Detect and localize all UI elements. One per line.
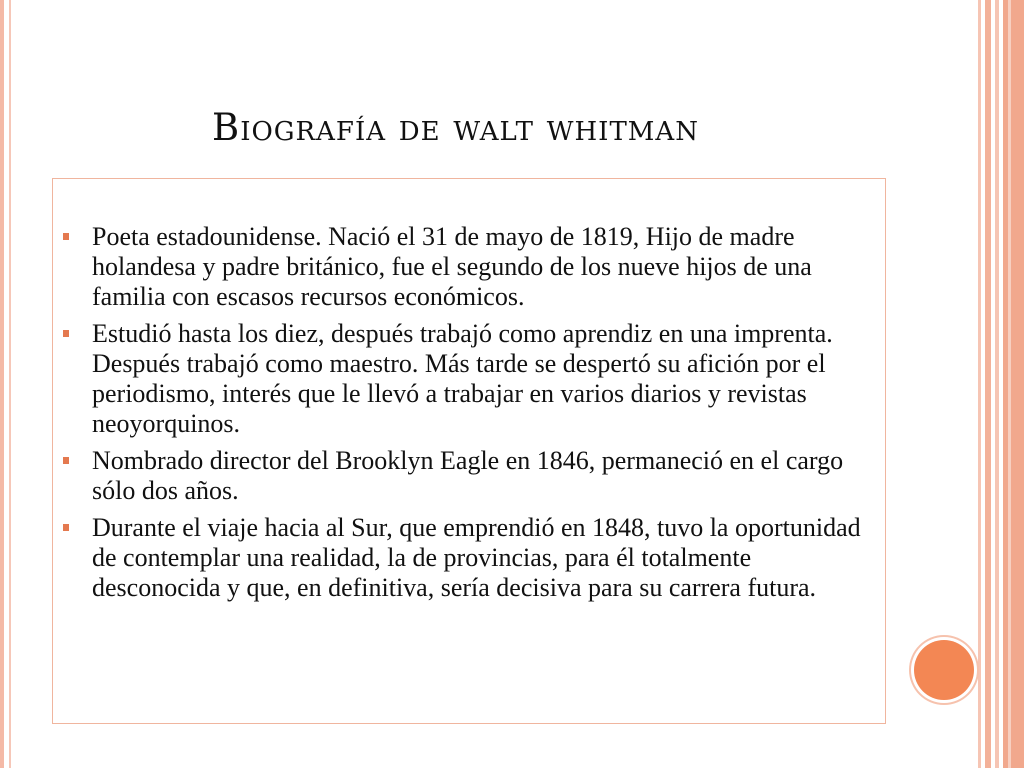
square-bullet-icon xyxy=(63,524,69,531)
right-border-stripe xyxy=(995,0,999,768)
bullet-item xyxy=(62,513,872,603)
right-border-stripe xyxy=(978,0,981,768)
left-border-line xyxy=(0,0,4,768)
square-bullet-icon xyxy=(63,330,69,337)
bullet-list xyxy=(62,222,872,610)
right-border-band xyxy=(1003,0,1024,768)
bullet-text: Durante el viaje hacia al Sur, que emprendió en 1848, tuvo la oportunidad de contemplar una realidad, la de provincias, para él totalmente desconocida y que, en definitiva, sería decisiva para su carrera futura. xyxy=(92,513,861,602)
slide-title: Biografía de walt whitman xyxy=(212,106,699,149)
right-border-stripe xyxy=(985,0,991,768)
decorative-circle-icon xyxy=(914,640,974,700)
bullet-item xyxy=(62,222,872,312)
left-border-line-thin xyxy=(9,0,11,768)
bullet-item xyxy=(62,446,872,506)
bullet-text: Poeta estadounidense. Nació el 31 de mayo de 1819, Hijo de madre holandesa y padre británico, fue el segundo de los nueve hijos de una familia con escasos recursos económicos. xyxy=(92,222,812,311)
bullet-text: Estudió hasta los diez, después trabajó como aprendiz en una imprenta. Después trabajó como maestro. Más tarde se despertó su afición por el periodismo, interés que le llevó a trabajar en varios diarios y revistas neoyorquinos. xyxy=(92,319,833,438)
square-bullet-icon xyxy=(63,457,69,464)
square-bullet-icon xyxy=(63,233,69,240)
bullet-text: Nombrado director del Brooklyn Eagle en 1846, permaneció en el cargo sólo dos años. xyxy=(92,446,844,505)
right-border-stripe xyxy=(1008,0,1011,768)
bullet-item xyxy=(62,319,872,439)
